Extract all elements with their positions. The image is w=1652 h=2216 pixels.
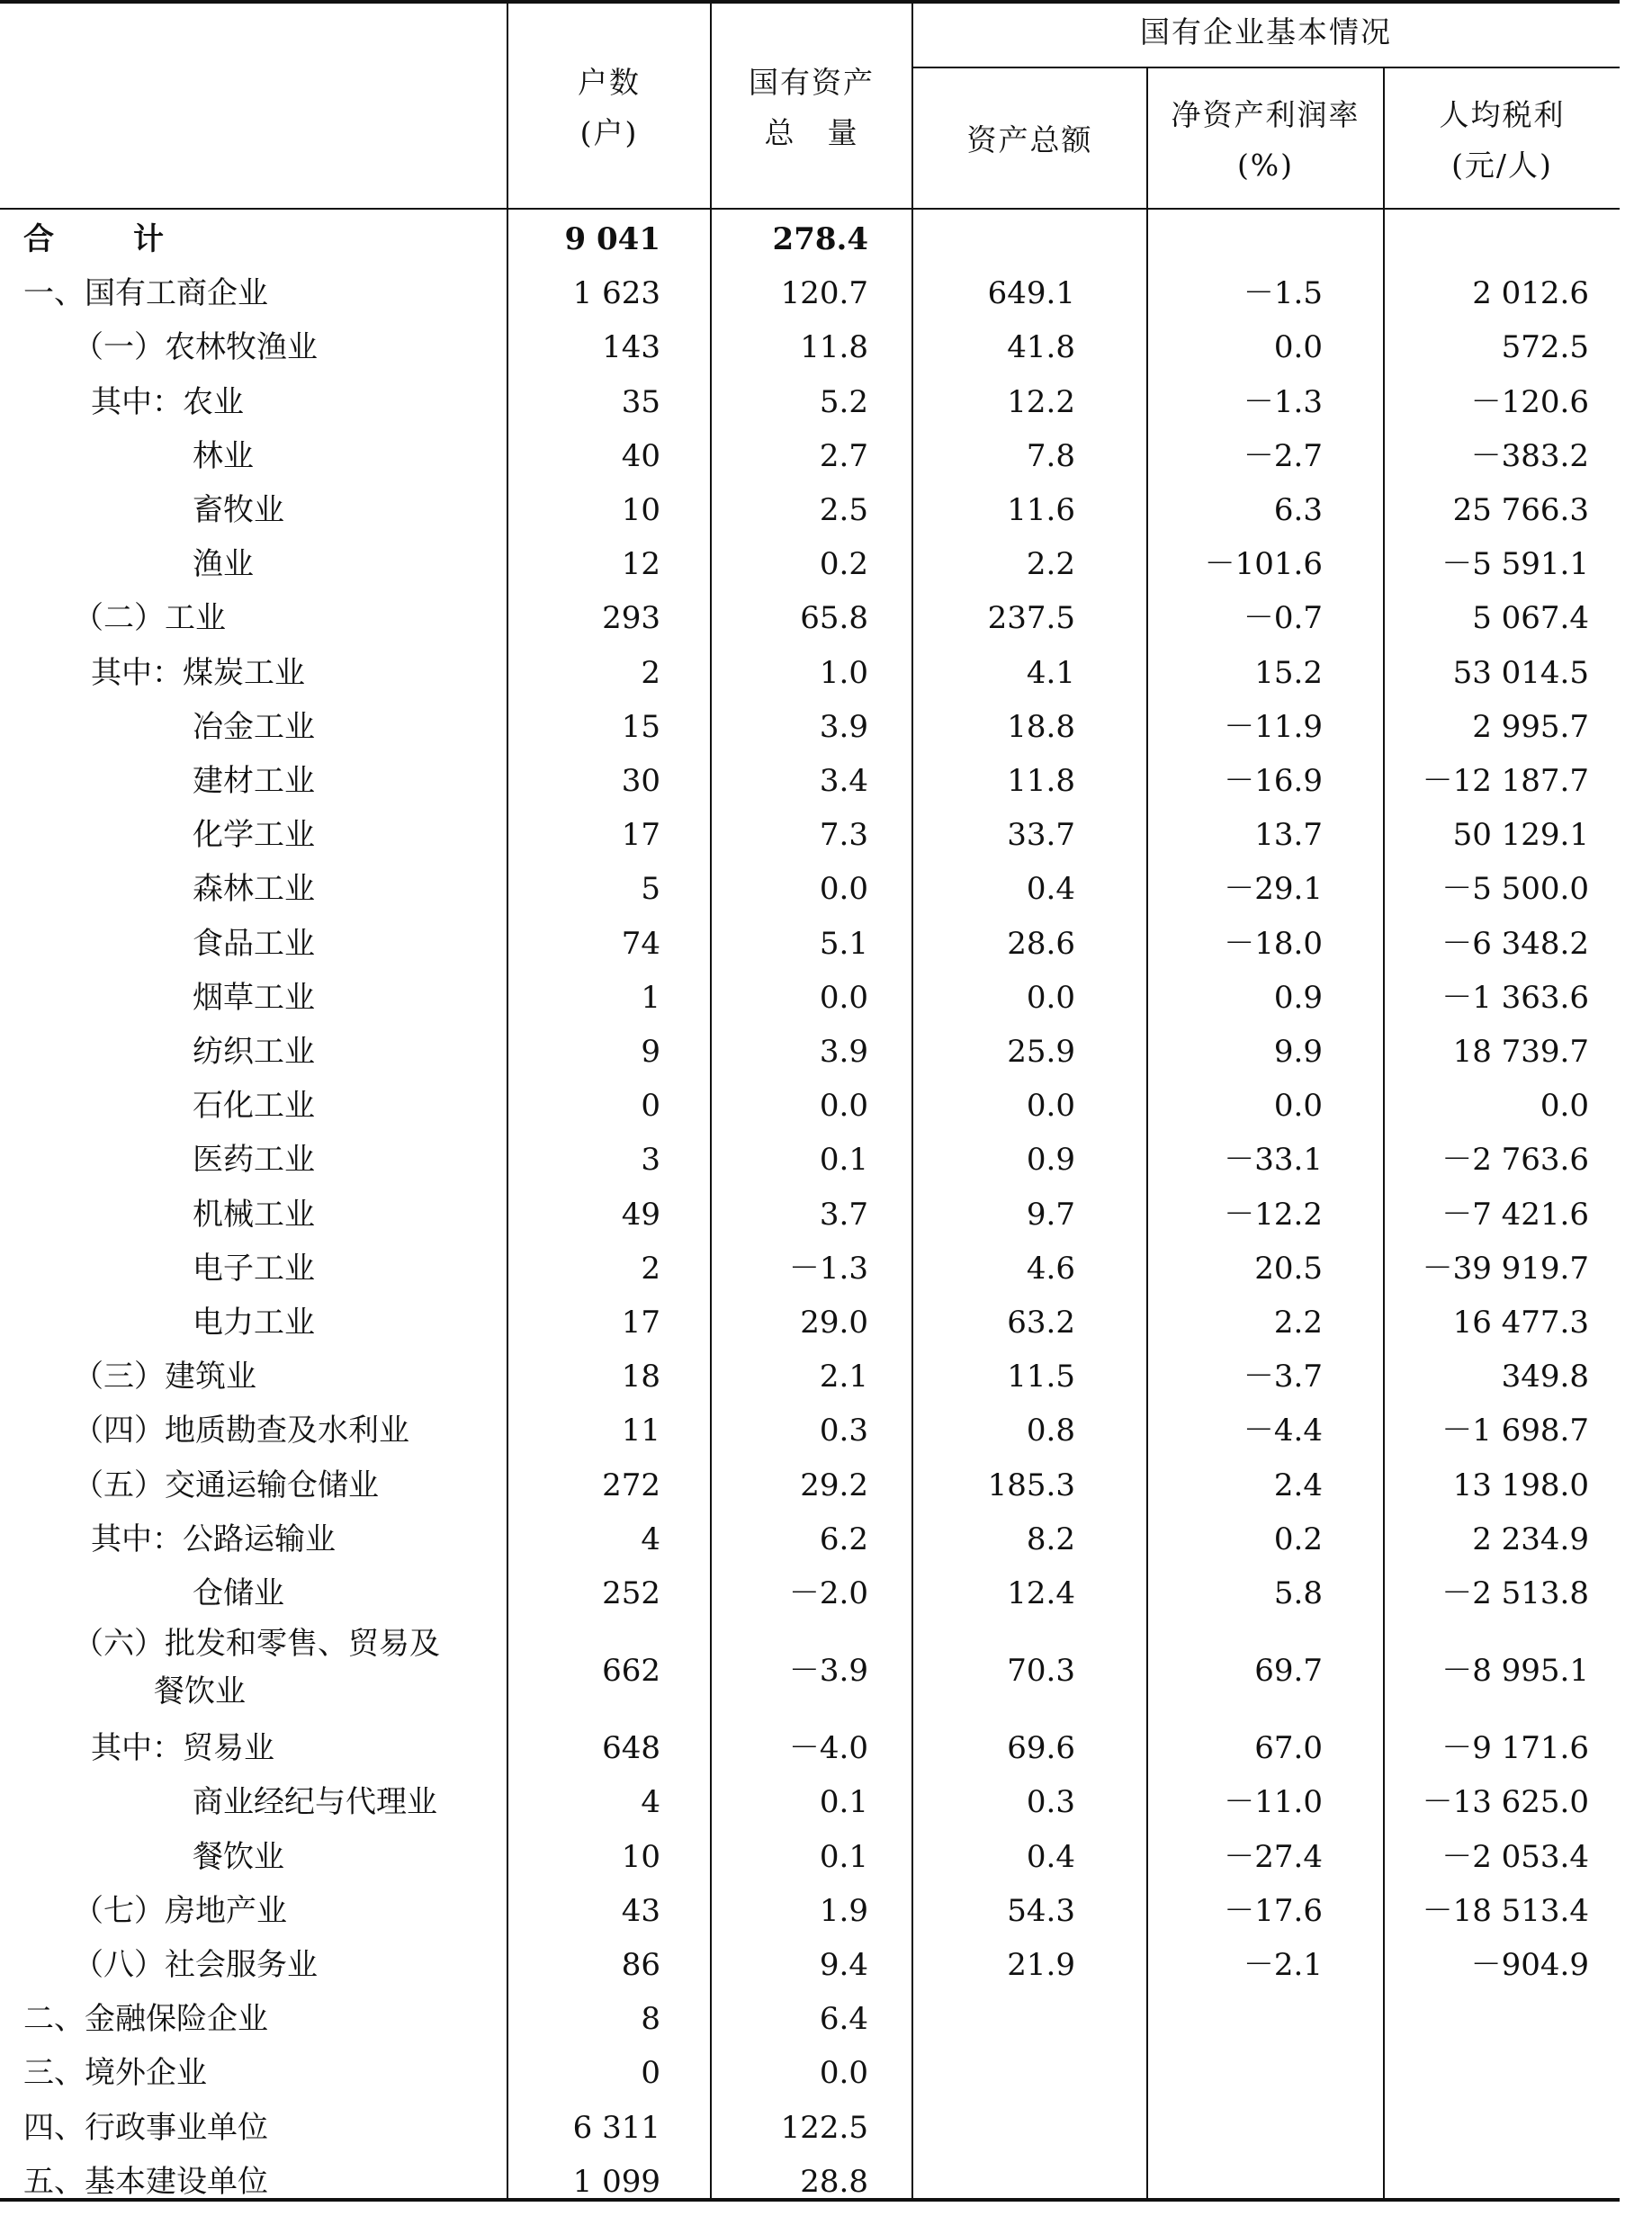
row-value-c4: －101.6: [1204, 546, 1323, 583]
row-label: [23, 1512, 577, 1566]
row-value-c1: 43: [621, 1892, 660, 1929]
row-label-text: （二）工业: [73, 600, 226, 637]
row-value-c5: [1386, 212, 1589, 266]
row-value-c1: 12: [621, 546, 660, 583]
row-value-c5: －2 513.8: [1441, 1575, 1589, 1611]
row-value-c5: －6 348.2: [1441, 925, 1589, 962]
row-label-text: （八）社会服务业: [73, 1947, 318, 1983]
row-value-c1: 15: [621, 708, 660, 745]
row-value-c5: －1 698.7: [1441, 1413, 1589, 1449]
row-value-c2: 3.4: [819, 763, 868, 799]
row-value-c2: 5.2: [819, 383, 868, 420]
row-value-c5: 18 739.7: [1452, 1034, 1589, 1070]
row-value-c2: 0.1: [819, 1142, 868, 1179]
row-value-c5: [1386, 2046, 1589, 2100]
row-value-c1: 2: [641, 654, 660, 691]
row-value-c3: 12.2: [1007, 383, 1075, 420]
header-col-state-assets: [712, 58, 911, 158]
row-label: [23, 1721, 577, 1775]
row-value-c5: [1386, 1992, 1589, 2046]
row-value-c4: 0.9: [1273, 979, 1323, 1016]
header-col-tax-per-capita: [1385, 90, 1620, 191]
row-value-c1: 9: [641, 1034, 660, 1070]
header-col-state-assets-line1: 国有资产: [749, 65, 875, 100]
row-value-c2: 1.9: [819, 1892, 868, 1929]
row-value-c3: 0.0: [1026, 979, 1075, 1016]
row-label-text: 畜牧业: [193, 492, 284, 528]
row-value-c4: 5.8: [1273, 1575, 1323, 1611]
row-value-c4: 2.2: [1273, 1305, 1323, 1341]
row-value-c2: 1.0: [819, 654, 868, 691]
row-label-text: 电力工业: [193, 1305, 315, 1341]
row-label-text: （一）农林牧渔业: [73, 329, 318, 366]
row-value-c5: 50 129.1: [1452, 817, 1589, 854]
row-label-text: 四、行政事业单位: [23, 2109, 268, 2146]
row-value-c1: 11: [621, 1413, 660, 1449]
row-value-c1: 3: [641, 1142, 660, 1179]
row-value-c4: －17.6: [1224, 1892, 1323, 1929]
row-value-c4: －12.2: [1224, 1196, 1323, 1233]
row-value-c2: 122.5: [780, 2109, 868, 2146]
row-value-c4: 69.7: [1254, 1653, 1323, 1690]
row-value-c3: 0.9: [1026, 1142, 1075, 1179]
row-value-c3: 4.1: [1026, 654, 1075, 691]
row-value-c1: 252: [602, 1575, 660, 1611]
row-value-c4: －11.9: [1224, 708, 1323, 745]
row-value-c5: －120.6: [1470, 383, 1589, 420]
row-label: [23, 1938, 559, 1992]
row-value-c4: 6.3: [1273, 492, 1323, 528]
row-value-c1: 9 041: [564, 221, 660, 257]
row-value-c1: 4: [641, 1784, 660, 1821]
row-value-c1: 6 311: [572, 2109, 660, 2146]
row-label: [23, 1992, 509, 2046]
header-bottom-rule: [0, 208, 1620, 210]
row-value-c5: 349.8: [1501, 1359, 1589, 1395]
row-value-c3: 12.4: [1007, 1575, 1075, 1611]
row-value-c3: [909, 2101, 1075, 2155]
row-value-c4: －27.4: [1224, 1838, 1323, 1875]
row-value-c1: 143: [602, 329, 660, 366]
row-value-c5: 2 995.7: [1472, 708, 1589, 745]
row-value-c5: －904.9: [1470, 1947, 1589, 1983]
row-value-c2: 0.0: [819, 2055, 868, 2092]
row-label-text: 三、境外企业: [23, 2055, 207, 2092]
row-value-c3: 9.7: [1026, 1196, 1075, 1233]
row-value-c1: 5: [641, 871, 660, 908]
row-value-c4: 9.9: [1273, 1034, 1323, 1070]
row-label-text: （四）地质勘查及水利业: [73, 1413, 409, 1449]
row-label-text: 食品工业: [193, 925, 315, 962]
row-label-text: 其中：公路运输业: [91, 1521, 336, 1557]
row-label: [23, 1458, 559, 1512]
row-value-c5: －18 513.4: [1422, 1892, 1589, 1929]
row-value-c1: 662: [602, 1653, 660, 1690]
row-value-c5: 5 067.4: [1472, 600, 1589, 637]
row-label-text: 冶金工业: [193, 708, 315, 745]
row-value-c2: 0.0: [819, 1088, 868, 1125]
row-value-c2: 120.7: [780, 275, 868, 312]
row-value-c4: [1143, 2046, 1323, 2100]
row-value-c2: 0.1: [819, 1838, 868, 1875]
row-value-c2: 2.7: [819, 437, 868, 474]
row-value-c5: －383.2: [1470, 437, 1589, 474]
row-label: [23, 375, 577, 429]
row-label-text: 机械工业: [193, 1196, 315, 1233]
row-label-text: 其中：贸易业: [91, 1730, 274, 1767]
row-value-c2: 5.1: [819, 925, 868, 962]
row-label-text: 林业: [193, 437, 254, 474]
row-value-c1: 35: [621, 383, 660, 420]
row-value-c3: [909, 1992, 1075, 2046]
row-value-c3: 63.2: [1007, 1305, 1075, 1341]
row-value-c1: 272: [602, 1467, 660, 1503]
row-value-c2: 65.8: [800, 600, 868, 637]
row-value-c1: 10: [621, 492, 660, 528]
row-value-c4: 13.7: [1254, 817, 1323, 854]
row-value-c1: 1 099: [572, 2163, 660, 2200]
row-value-c2: 0.2: [819, 546, 868, 583]
row-value-c3: 7.8: [1026, 437, 1075, 474]
row-value-c5: －9 171.6: [1441, 1730, 1589, 1767]
row-value-c3: 11.8: [1007, 763, 1075, 799]
row-value-c2: －1.3: [788, 1250, 868, 1287]
row-value-c5: －2 763.6: [1441, 1142, 1589, 1179]
row-value-c1: 4: [641, 1521, 660, 1557]
row-value-c3: 25.9: [1007, 1034, 1075, 1070]
row-value-c4: 2.4: [1273, 1467, 1323, 1503]
header-col-count: [508, 58, 710, 158]
row-value-c4: [1143, 2155, 1323, 2209]
row-value-c2: 29.2: [800, 1467, 868, 1503]
row-value-c5: －13 625.0: [1422, 1784, 1589, 1821]
top-rule: [0, 0, 1620, 4]
row-value-c4: －2.1: [1243, 1947, 1323, 1983]
row-value-c5: －7 421.6: [1441, 1196, 1589, 1233]
header-col-profit-rate-line2: (%): [1236, 148, 1295, 183]
row-label-text: 渔业: [193, 546, 254, 583]
row-value-c2: 2.1: [819, 1359, 868, 1395]
row-value-c5: [1386, 2155, 1589, 2209]
row-label-text: （五）交通运输仓储业: [73, 1467, 379, 1503]
row-label-text: 其中：煤炭工业: [91, 654, 305, 691]
row-value-c5: －39 919.7: [1422, 1250, 1589, 1287]
row-value-c2: 28.8: [800, 2163, 868, 2200]
row-value-c4: 0.0: [1273, 329, 1323, 366]
row-label-text: （六）批发和零售、贸易及: [73, 1626, 440, 1663]
row-value-c4: －11.0: [1224, 1784, 1323, 1821]
row-label-text: 餐饮业: [193, 1838, 284, 1875]
row-value-c5: [1386, 2101, 1589, 2155]
row-value-c3: 0.0: [1026, 1088, 1075, 1125]
row-label-text: 二、金融保险企业: [23, 2001, 268, 2038]
row-value-c3: [909, 212, 1075, 266]
row-value-c3: 4.6: [1026, 1250, 1075, 1287]
row-label-text: 商业经纪与代理业: [193, 1784, 437, 1821]
row-value-c4: －4.4: [1243, 1413, 1323, 1449]
row-value-c3: [909, 2046, 1075, 2100]
row-label-text: 森林工业: [193, 871, 315, 908]
row-value-c5: －5 500.0: [1441, 871, 1589, 908]
row-value-c2: 6.2: [819, 1521, 868, 1557]
row-value-c3: 28.6: [1007, 925, 1075, 962]
row-value-c3: 0.8: [1026, 1413, 1075, 1449]
row-label-continuation: 餐饮业: [154, 1673, 246, 1710]
row-value-c5: －1 363.6: [1441, 979, 1589, 1016]
header-col-count-line2: (户): [579, 115, 639, 150]
row-value-c5: －2 053.4: [1441, 1838, 1589, 1875]
row-label-text: 其中：农业: [91, 383, 244, 420]
row-value-c3: 69.6: [1007, 1730, 1075, 1767]
row-value-c2: 3.9: [819, 1034, 868, 1070]
row-value-c1: 17: [621, 1305, 660, 1341]
row-value-c4: 0.2: [1273, 1521, 1323, 1557]
row-value-c2: 11.8: [800, 329, 868, 366]
row-label-text: 烟草工业: [193, 979, 315, 1016]
row-value-c5: 13 198.0: [1452, 1467, 1589, 1503]
row-label-text: （七）房地产业: [73, 1892, 287, 1929]
header-group-title: 国有企业基本情况: [1140, 14, 1392, 49]
row-value-c3: 0.4: [1026, 871, 1075, 908]
row-value-c1: 17: [621, 817, 660, 854]
row-value-c1: 40: [621, 437, 660, 474]
row-label-text: 医药工业: [193, 1142, 315, 1179]
row-value-c3: 54.3: [1007, 1892, 1075, 1929]
row-value-c4: [1143, 1992, 1323, 2046]
row-label-text: 化学工业: [193, 817, 315, 854]
row-value-c4: －1.5: [1243, 275, 1323, 312]
row-value-c3: 18.8: [1007, 708, 1075, 745]
row-value-c5: 2 234.9: [1472, 1521, 1589, 1557]
row-label: [23, 2155, 509, 2209]
header-col-tax-per-capita-line1: 人均税利: [1439, 97, 1566, 132]
row-label: [23, 2046, 509, 2100]
row-value-c4: [1143, 212, 1323, 266]
row-value-c4: －2.7: [1243, 437, 1323, 474]
row-label-text: 建材工业: [193, 763, 315, 799]
row-value-c1: 18: [621, 1359, 660, 1395]
row-label: [23, 320, 559, 374]
row-label: [23, 591, 559, 645]
header-col-count-line1: 户数: [578, 65, 641, 100]
row-value-c2: －2.0: [788, 1575, 868, 1611]
row-value-c4: －29.1: [1224, 871, 1323, 908]
row-value-c2: 0.3: [819, 1413, 868, 1449]
row-value-c5: －5 591.1: [1441, 546, 1589, 583]
row-value-c3: 70.3: [1007, 1653, 1075, 1690]
row-value-c1: 1 623: [572, 275, 660, 312]
row-label-text: 一、国有工商企业: [23, 275, 268, 312]
row-value-c2: 9.4: [819, 1947, 868, 1983]
header-col-profit-rate: [1148, 90, 1383, 191]
header-col-profit-rate-line1: 净资产利润率: [1171, 97, 1360, 132]
row-value-c2: －4.0: [788, 1730, 868, 1767]
row-value-c4: －33.1: [1224, 1142, 1323, 1179]
row-value-c3: [909, 2155, 1075, 2209]
row-value-c1: 0: [641, 2055, 660, 2092]
row-value-c3: 0.4: [1026, 1838, 1075, 1875]
row-value-c5: －8 995.1: [1441, 1653, 1589, 1690]
row-value-c4: －1.3: [1243, 383, 1323, 420]
row-value-c2: 7.3: [819, 817, 868, 854]
row-value-c3: 21.9: [1007, 1947, 1075, 1983]
header-col-state-assets-line2: 总 量: [764, 115, 859, 150]
row-value-c1: 0: [641, 1088, 660, 1125]
row-value-c4: －3.7: [1243, 1359, 1323, 1395]
row-value-c2: 0.0: [819, 871, 868, 908]
row-value-c3: 41.8: [1007, 329, 1075, 366]
row-value-c3: 8.2: [1026, 1521, 1075, 1557]
row-value-c2: －3.9: [788, 1653, 868, 1690]
row-value-c1: 2: [641, 1250, 660, 1287]
row-label-text: 纺织工业: [193, 1034, 315, 1070]
row-value-c2: 6.4: [819, 2001, 868, 2038]
header-col-total-assets: 资产总额: [966, 122, 1093, 157]
row-value-c4: －18.0: [1224, 925, 1323, 962]
row-value-c1: 1: [641, 979, 660, 1016]
row-value-c4: 15.2: [1254, 654, 1323, 691]
row-label-text: 电子工业: [193, 1250, 315, 1287]
row-value-c3: 2.2: [1026, 546, 1075, 583]
row-value-c4: 67.0: [1254, 1730, 1323, 1767]
row-label: [23, 2101, 509, 2155]
row-value-c2: 29.0: [800, 1305, 868, 1341]
row-value-c3: 0.3: [1026, 1784, 1075, 1821]
header-col-tax-per-capita-line2: (元/人): [1451, 148, 1553, 183]
row-label-text: 仓储业: [193, 1575, 284, 1611]
row-value-c2: 0.1: [819, 1784, 868, 1821]
row-value-c1: 30: [621, 763, 660, 799]
row-value-c5: 2 012.6: [1472, 275, 1589, 312]
row-label: [23, 266, 509, 320]
row-label-text: 石化工业: [193, 1088, 315, 1125]
row-value-c3: 649.1: [987, 275, 1075, 312]
row-label: [23, 646, 577, 700]
row-value-c5: 53 014.5: [1452, 654, 1589, 691]
row-value-c4: －16.9: [1224, 763, 1323, 799]
row-value-c4: 0.0: [1273, 1088, 1323, 1125]
row-value-c1: 86: [621, 1947, 660, 1983]
row-value-c2: 278.4: [772, 221, 868, 257]
row-value-c5: 0.0: [1540, 1088, 1589, 1125]
row-value-c1: 8: [641, 2001, 660, 2038]
group-header-rule: [912, 67, 1620, 68]
row-value-c5: 25 766.3: [1452, 492, 1589, 528]
row-value-c3: 33.7: [1007, 817, 1075, 854]
row-value-c2: 3.9: [819, 708, 868, 745]
row-label: [23, 1350, 559, 1404]
row-value-c1: 648: [602, 1730, 660, 1767]
row-value-c5: －12 187.7: [1422, 763, 1589, 799]
row-label: [23, 212, 509, 266]
row-value-c5: 16 477.3: [1452, 1305, 1589, 1341]
row-value-c2: 2.5: [819, 492, 868, 528]
row-value-c1: 293: [602, 600, 660, 637]
row-value-c3: 11.5: [1007, 1359, 1075, 1395]
row-value-c2: 0.0: [819, 979, 868, 1016]
row-value-c3: 11.6: [1007, 492, 1075, 528]
row-value-c3: 237.5: [987, 600, 1075, 637]
row-label: [23, 1404, 559, 1458]
row-value-c5: 572.5: [1501, 329, 1589, 366]
row-value-c4: 20.5: [1254, 1250, 1323, 1287]
row-label: [23, 1620, 559, 1721]
row-value-c4: －0.7: [1243, 600, 1323, 637]
row-value-c3: 185.3: [987, 1467, 1075, 1503]
row-value-c2: 3.7: [819, 1196, 868, 1233]
row-label: [23, 1884, 559, 1938]
row-label-text: 五、基本建设单位: [23, 2163, 268, 2200]
row-label-text: （三）建筑业: [73, 1359, 256, 1395]
col-divider-5: [1383, 68, 1385, 2198]
row-value-c1: 74: [621, 925, 660, 962]
row-value-c1: 10: [621, 1838, 660, 1875]
row-label-text: 合计: [23, 221, 243, 257]
row-value-c1: 49: [621, 1196, 660, 1233]
row-value-c4: [1143, 2101, 1323, 2155]
